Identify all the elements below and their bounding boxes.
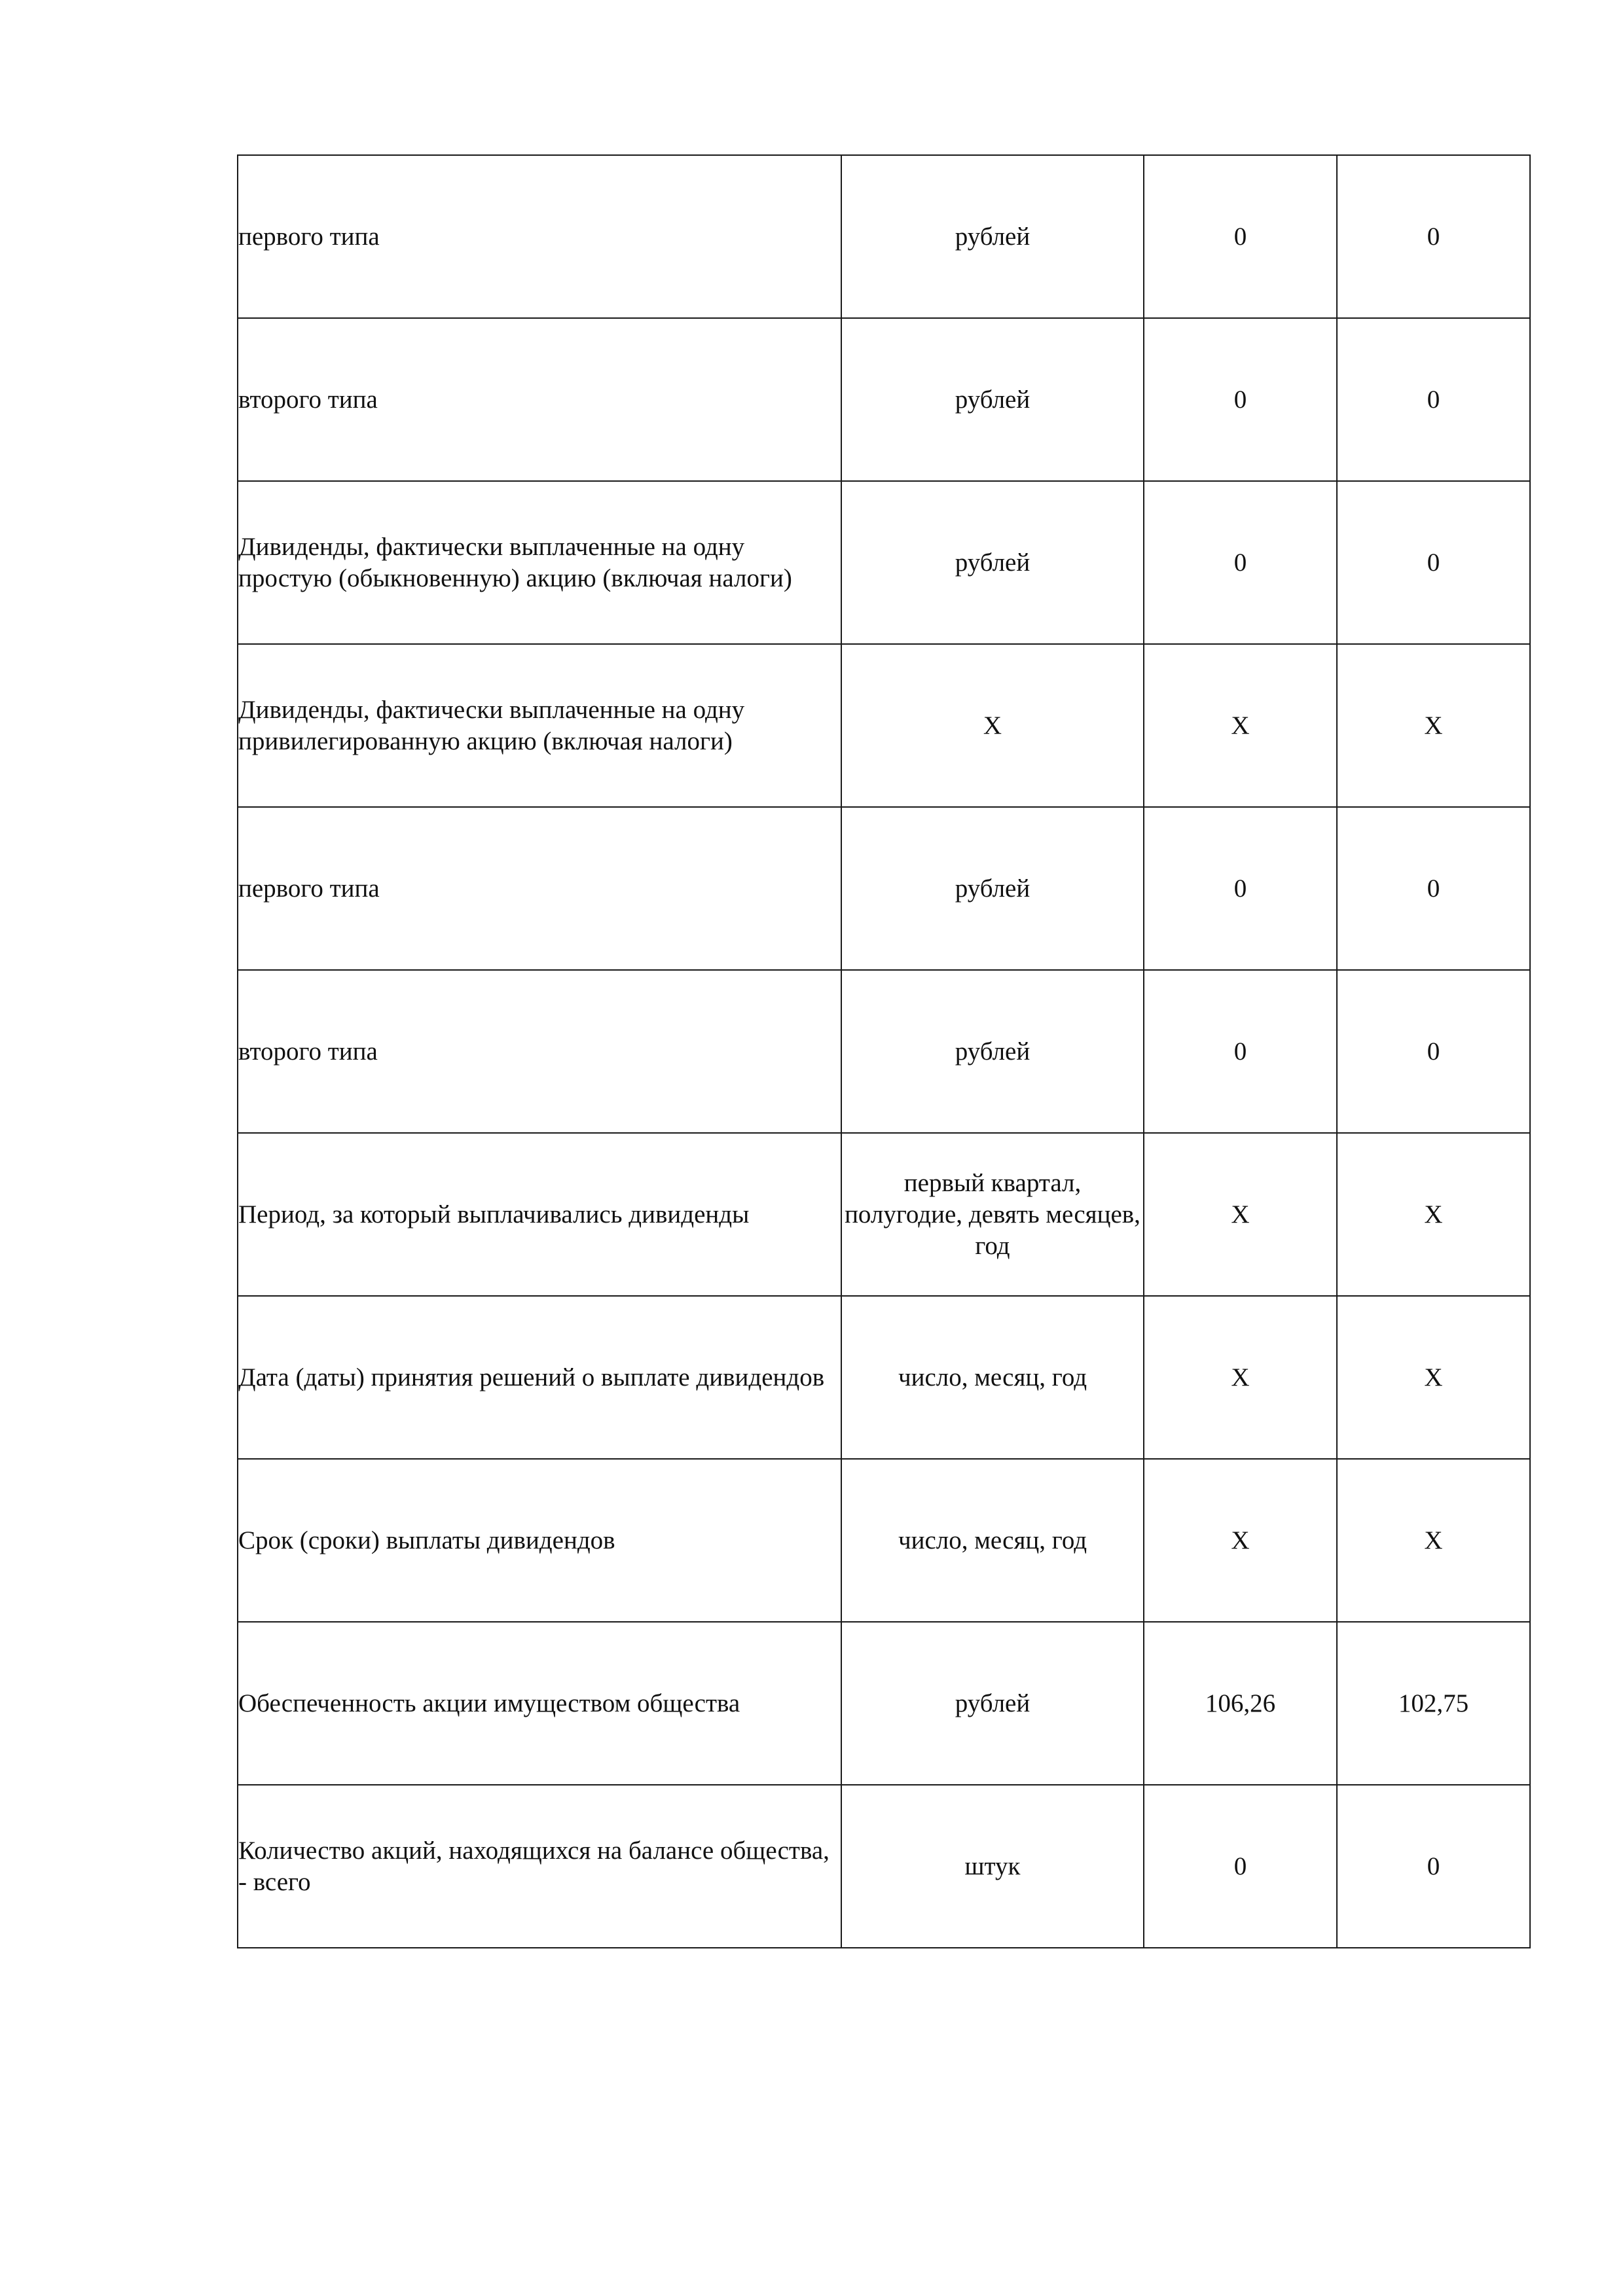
- value-1-cell: X: [1144, 1133, 1337, 1296]
- indicator-name-cell: Дивиденды, фактически выплаченные на одну простую (обыкновенную) акцию (включая налоги): [238, 481, 841, 644]
- value-2-cell: 0: [1337, 807, 1530, 970]
- value-1-cell: X: [1144, 644, 1337, 807]
- table-row: [238, 1296, 1530, 1459]
- unit-cell: рублей: [841, 1622, 1144, 1785]
- value-2-cell: X: [1337, 1459, 1530, 1622]
- value-1-cell: 0: [1144, 807, 1337, 970]
- unit-cell: число, месяц, год: [841, 1296, 1144, 1459]
- value-1-cell: 0: [1144, 155, 1337, 318]
- table-row: [238, 970, 1530, 1133]
- value-2-cell: 0: [1337, 318, 1530, 481]
- value-1-cell: 0: [1144, 1785, 1337, 1948]
- table-row: [238, 1459, 1530, 1622]
- value-2-cell: 0: [1337, 1785, 1530, 1948]
- value-1-cell: 0: [1144, 318, 1337, 481]
- indicator-name-cell: Период, за который выплачивались дивиденды: [238, 1133, 841, 1296]
- table-row: [238, 481, 1530, 644]
- value-2-cell: X: [1337, 1133, 1530, 1296]
- indicator-name-cell: второго типа: [238, 970, 841, 1133]
- value-1-cell: 0: [1144, 970, 1337, 1133]
- unit-cell: рублей: [841, 155, 1144, 318]
- table-row: [238, 807, 1530, 970]
- unit-cell: штук: [841, 1785, 1144, 1948]
- indicator-name-cell: первого типа: [238, 807, 841, 970]
- value-2-cell: 0: [1337, 155, 1530, 318]
- unit-cell: число, месяц, год: [841, 1459, 1144, 1622]
- value-2-cell: X: [1337, 1296, 1530, 1459]
- value-2-cell: 0: [1337, 970, 1530, 1133]
- indicator-name-cell: первого типа: [238, 155, 841, 318]
- table-row: [238, 318, 1530, 481]
- table-row: [238, 1785, 1530, 1948]
- indicator-name-cell: Количество акций, находящихся на балансе общества, - всего: [238, 1785, 841, 1948]
- unit-cell: X: [841, 644, 1144, 807]
- table-row: [238, 155, 1530, 318]
- table-row: [238, 644, 1530, 807]
- indicator-name-cell: Дивиденды, фактически выплаченные на одну привилегированную акцию (включая налоги): [238, 644, 841, 807]
- indicator-name-cell: Дата (даты) принятия решений о выплате дивидендов: [238, 1296, 841, 1459]
- dividends-table: [237, 154, 1531, 1948]
- indicator-name-cell: Срок (сроки) выплаты дивидендов: [238, 1459, 841, 1622]
- unit-cell: рублей: [841, 807, 1144, 970]
- indicator-name-cell: Обеспеченность акции имуществом общества: [238, 1622, 841, 1785]
- value-1-cell: X: [1144, 1459, 1337, 1622]
- indicator-name-cell: второго типа: [238, 318, 841, 481]
- table-row: [238, 1133, 1530, 1296]
- unit-cell: рублей: [841, 481, 1144, 644]
- value-1-cell: 106,26: [1144, 1622, 1337, 1785]
- unit-cell: рублей: [841, 318, 1144, 481]
- value-2-cell: X: [1337, 644, 1530, 807]
- table-row: [238, 1622, 1530, 1785]
- value-2-cell: 0: [1337, 481, 1530, 644]
- value-1-cell: X: [1144, 1296, 1337, 1459]
- unit-cell: первый квартал, полугодие, девять месяцев, год: [841, 1133, 1144, 1296]
- unit-cell: рублей: [841, 970, 1144, 1133]
- value-2-cell: 102,75: [1337, 1622, 1530, 1785]
- value-1-cell: 0: [1144, 481, 1337, 644]
